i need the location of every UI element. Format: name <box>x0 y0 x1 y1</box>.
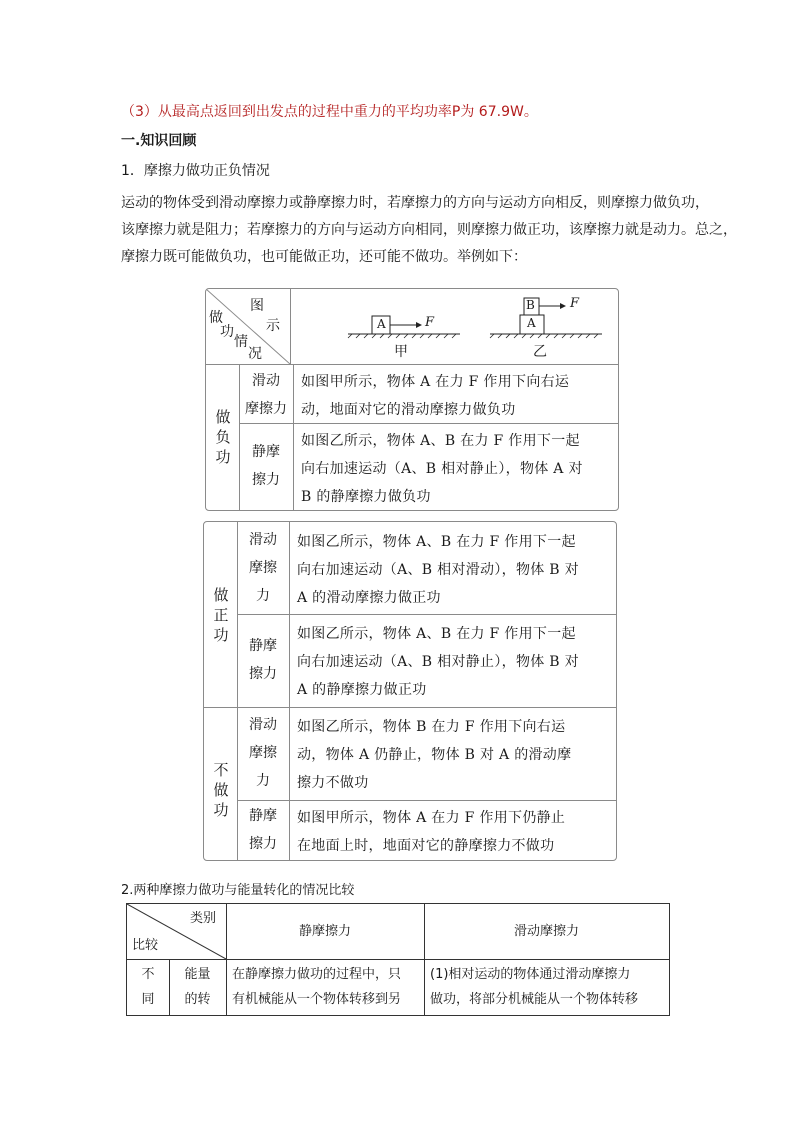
kind-static: 静摩 擦力 <box>252 444 280 488</box>
row-description: 如图乙所示，物体 A、B 在力 F 作用下一起 向右加速运动（A、B 相对滑动），物体 B 对 A 的滑动摩擦力做正功 <box>297 534 579 606</box>
caption-jia: 甲 <box>394 344 408 360</box>
section2-title: 2.两种摩擦力做功与能量转化的情况比较 <box>121 883 355 898</box>
paragraph-line: 该摩擦力就是阻力；若摩擦力的方向与运动方向相同，则摩擦力做正功，该摩擦力就是动力。总之， <box>121 222 737 238</box>
kind-static: 静摩 擦力 <box>249 808 277 852</box>
col-static-friction: 静摩擦力 <box>298 924 351 939</box>
header-category: 类别 <box>190 911 217 926</box>
header-label-case-a: 情 <box>234 334 248 350</box>
group-label-negative: 做 负 功 <box>215 408 231 466</box>
figure-jia-diagram <box>344 309 464 339</box>
row-group-diff: 不 同 <box>141 967 155 1007</box>
block-a-label: A <box>527 316 536 330</box>
force-f-label: F <box>570 296 580 311</box>
header-label-work-a: 做 <box>209 310 223 326</box>
result-line: （3）从最高点返回到出发点的过程中重力的平均功率P为 67.9W。 <box>121 104 538 120</box>
kind-sliding: 滑动 摩擦力 <box>245 373 287 417</box>
paragraph-line: 运动的物体受到滑动摩擦力或静摩擦力时，若摩擦力的方向与运动方向相反，则摩擦力做负功， <box>121 195 709 211</box>
caption-yi: 乙 <box>533 344 547 360</box>
header-label-fig-b: 示 <box>266 318 280 334</box>
kind-sliding: 滑动 摩擦 力 <box>249 532 277 604</box>
section-heading: 一.知识回顾 <box>121 133 197 149</box>
row-description: 如图乙所示，物体 A、B 在力 F 作用下一起 向右加速运动（A、B 相对静止），物体 B 对 A 的静摩擦力做正功 <box>297 626 579 698</box>
row-description: 如图甲所示，物体 A 在力 F 作用下向右运 动，地面对它的滑动摩擦力做负功 <box>301 374 570 418</box>
friction-work-table-negative <box>205 288 619 511</box>
kind-sliding: 滑动 摩擦 力 <box>249 717 277 789</box>
header-label-fig-a: 图 <box>250 298 264 314</box>
block-a-label: A <box>377 317 386 331</box>
static-energy-text: 在静摩擦力做功的过程中，只 有机械能从一个物体转移到另 <box>232 967 402 1007</box>
friction-work-table-positive-zero <box>203 521 617 861</box>
row-item-energy: 能量 的转 <box>184 967 211 1007</box>
header-compare: 比较 <box>132 938 159 953</box>
force-f-label: F <box>425 315 435 330</box>
group-label-positive: 做 正 功 <box>213 586 229 644</box>
kind-static: 静摩 擦力 <box>249 638 277 682</box>
header-label-case-b: 况 <box>248 346 262 362</box>
figure-yi-diagram <box>486 295 606 339</box>
col-sliding-friction: 滑动摩擦力 <box>513 924 579 939</box>
paragraph-line: 摩擦力既可能做负功，也可能做正功，还可能不做功。举例如下： <box>121 249 527 265</box>
group-label-zero: 不 做 功 <box>213 761 229 819</box>
row-description: 如图乙所示，物体 B 在力 F 作用下向右运 动，物体 A 仍静止，物体 B 对 A 的滑动摩 擦力不做功 <box>297 719 572 791</box>
block-b-label: B <box>526 298 535 312</box>
comparison-table <box>126 903 670 1016</box>
subsection-title: 1．摩擦力做功正负情况 <box>121 163 270 179</box>
row-description: 如图甲所示，物体 A 在力 F 作用下仍静止 在地面上时，地面对它的静摩擦力不做功 <box>297 810 566 854</box>
sliding-energy-text: (1)相对运动的物体通过滑动摩擦力 做功，将部分机械能从一个物体转移 <box>430 967 639 1007</box>
header-label-work-b: 功 <box>220 324 234 340</box>
intro-paragraph <box>121 190 737 271</box>
row-description: 如图乙所示，物体 A、B 在力 F 作用下一起 向右加速运动（A、B 相对静止），物体 A 对 B 的静摩擦力做负功 <box>301 433 583 505</box>
